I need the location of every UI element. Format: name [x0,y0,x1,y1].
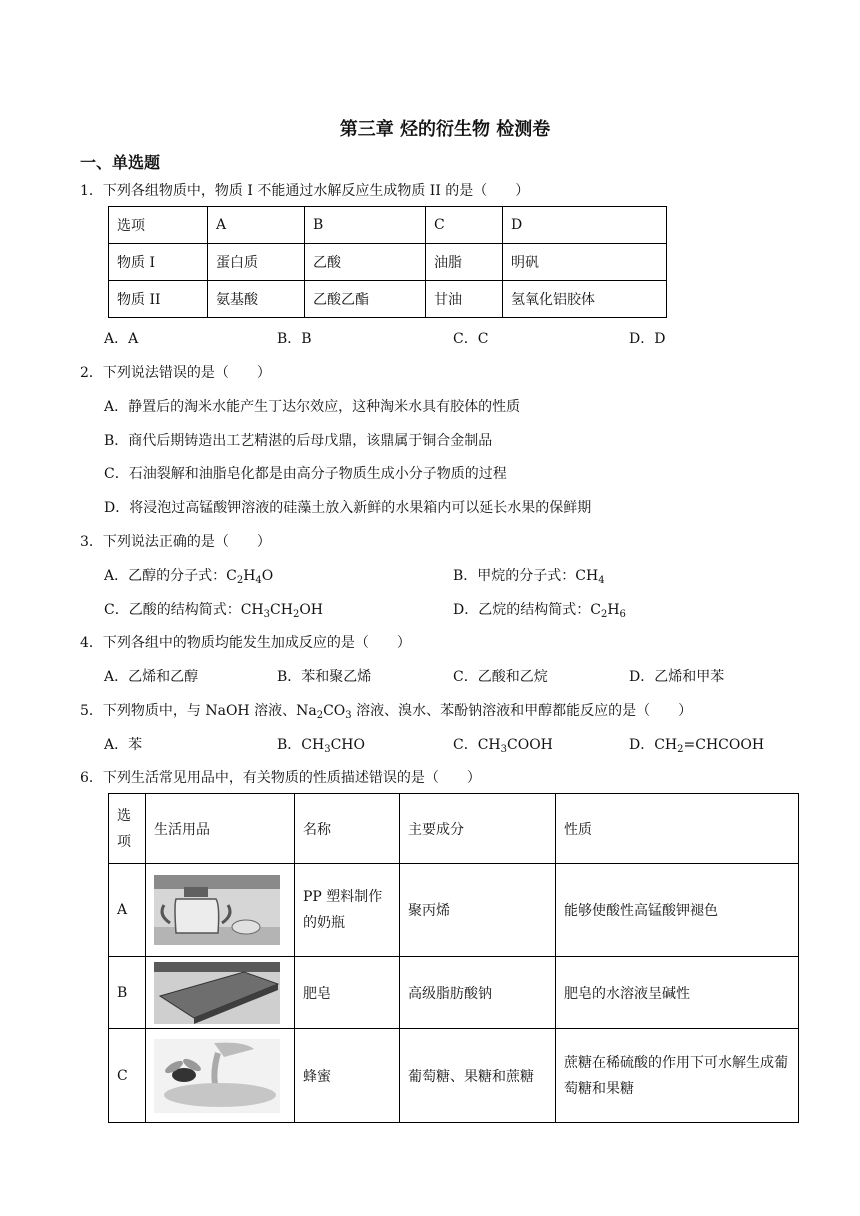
table-cell: 蜂蜜 [295,1029,400,1123]
table-cell: 能够使酸性高锰酸钾褪色 [556,864,799,957]
question-1-stem: 1．下列各组物质中，物质 I 不能通过水解反应生成物质 II 的是（ ） [80,183,530,199]
page-title: 第三章 烃的衍生物 检测卷 [339,119,551,140]
table-row [109,794,799,864]
table-cell: A [208,207,305,244]
table-row [109,207,667,244]
option-d: D．将浸泡过高锰酸钾溶液的硅藻土放入新鲜的水果箱内可以延长水果的保鲜期 [104,500,592,516]
table-cell [146,1029,295,1123]
table-cell: 蛋白质 [208,244,305,281]
table-cell: 油脂 [426,244,503,281]
option-b: B．商代后期铸造出工艺精湛的后母戊鼎，该鼎属于铜合金制品 [104,433,493,449]
table-cell: 肥皂 [295,957,400,1029]
honey-photo [154,1039,280,1113]
option-d: D．乙烷的结构简式：$C_2H_6$ [453,602,626,620]
option-c: C．$CH_3COOH$ [453,737,553,755]
table-cell: 名称 [295,794,400,864]
table-cell: 氨基酸 [208,281,305,318]
option-c: C．石油裂解和油脂皂化都是由高分子物质生成小分子物质的过程 [104,466,507,482]
option-a: A．乙烯和乙醇 [104,669,199,685]
option-a: A．静置后的淘米水能产生丁达尔效应，这种淘米水具有胶体的性质 [104,399,521,415]
section-heading: 一、单选题 [80,153,161,172]
table-cell: 物质 I [109,244,208,281]
question-6-table [108,793,799,1123]
option-c: C．C [453,331,489,347]
table-cell: 明矾 [503,244,667,281]
table-cell: A [109,864,146,957]
question-4-stem: 4．下列各组中的物质均能发生加成反应的是（ ） [80,635,411,651]
table-cell: 物质 II [109,281,208,318]
option-b: B．$CH_3CHO$ [277,737,365,755]
question-1-table [108,206,667,318]
table-cell: 甘油 [426,281,503,318]
table-cell: B [109,957,146,1029]
option-c: C．乙酸和乙烷 [453,669,548,685]
question-3-stem: 3．下列说法正确的是（ ） [80,534,271,550]
table-cell: PP 塑料制作的奶瓶 [295,864,400,957]
table-cell: 生活用品 [146,794,295,864]
option-c: C．乙酸的结构简式：$CH_3CH_2OH$ [104,602,323,620]
option-b: B．苯和聚乙烯 [277,669,372,685]
table-cell: 选项 [109,207,208,244]
table-cell: B [305,207,426,244]
question-5-stem: 5．下列物质中，与 NaOH 溶液、$Na_2CO_3$ 溶液、溴水、苯酚钠溶液和甲醇都能反应的是（ ） [80,703,693,721]
table-row [109,1029,799,1123]
option-a: A．乙醇的分子式：$C_2H_4O$ [104,568,274,586]
option-d: D．$CH_2=CHCOOH$ [629,737,765,755]
table-cell: 蔗糖在稀硫酸的作用下可水解生成葡萄糖和果糖 [556,1029,799,1123]
table-cell: 主要成分 [400,794,556,864]
option-d: D．乙烯和甲苯 [629,669,725,685]
table-cell: 肥皂的水溶液呈碱性 [556,957,799,1029]
table-cell: D [503,207,667,244]
table-cell: 选项 [109,794,146,864]
table-cell: 乙酸乙酯 [305,281,426,318]
option-a: A．A [104,331,139,347]
table-row [109,864,799,957]
table-cell: C [426,207,503,244]
soap-photo [154,962,280,1024]
table-cell: 葡萄糖、果糖和蔗糖 [400,1029,556,1123]
table-row [109,957,799,1029]
baby-bottle-photo [154,875,280,945]
table-row [109,244,667,281]
table-cell [146,864,295,957]
question-6-stem: 6．下列生活常见用品中，有关物质的性质描述错误的是（ ） [80,770,481,786]
question-2-stem: 2．下列说法错误的是（ ） [80,365,271,381]
table-cell [146,957,295,1029]
option-d: D．D [629,331,666,347]
table-cell: 性质 [556,794,799,864]
option-a: A．苯 [104,737,143,753]
option-b: B．B [277,331,312,347]
table-cell: 氢氧化铝胶体 [503,281,667,318]
table-cell: 高级脂肪酸钠 [400,957,556,1029]
table-cell: 乙酸 [305,244,426,281]
table-cell: C [109,1029,146,1123]
table-cell: 聚丙烯 [400,864,556,957]
table-row [109,281,667,318]
option-b: B．甲烷的分子式：$CH_4$ [453,568,605,586]
